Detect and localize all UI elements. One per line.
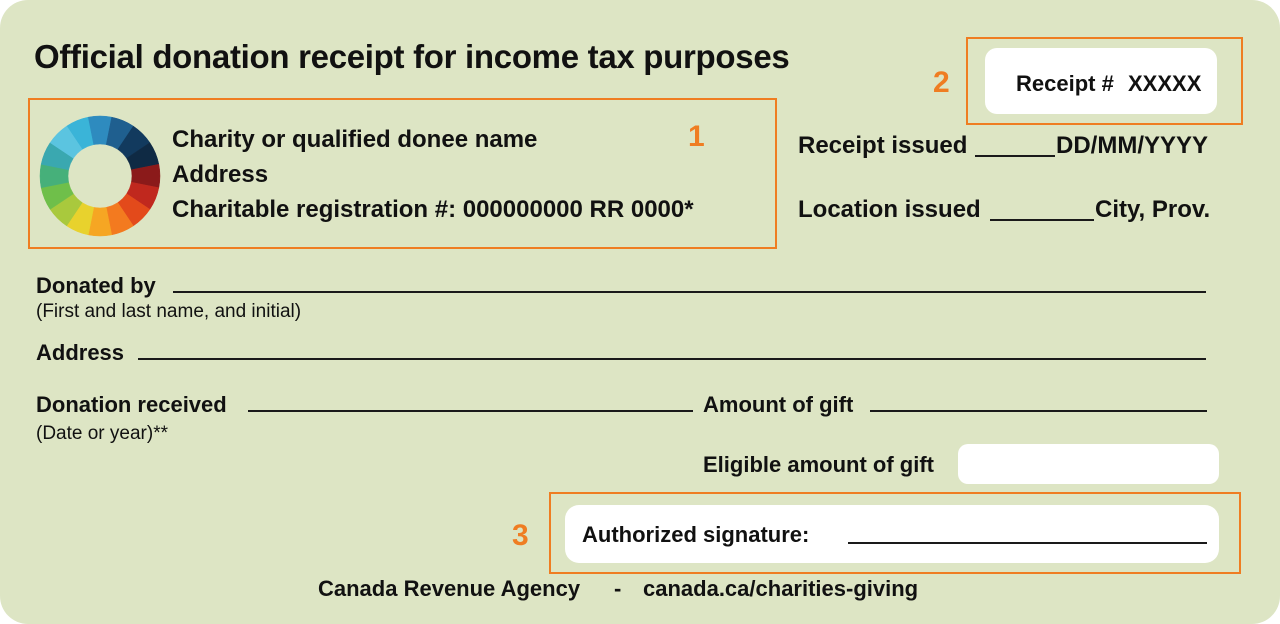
signature-label: Authorized signature: [582,522,810,547]
footer-separator: - [614,576,622,601]
highlight-marker-3: 3 [512,519,529,552]
donation-received-label: Donation received [36,392,227,417]
charity-logo-icon [38,114,162,238]
receipt-number-value: XXXXX [1128,71,1202,96]
receipt-issued-label: Receipt issued [798,132,968,159]
receipt-issued-line[interactable] [975,155,1055,157]
donated-by-line[interactable] [173,291,1206,293]
charity-registration: Charitable registration #: 000000000 RR 0000* [172,196,694,223]
donor-address-line[interactable] [138,358,1206,360]
location-issued-label: Location issued [798,196,981,223]
charity-name: Charity or qualified donee name [172,126,538,153]
signature-line[interactable] [848,542,1207,544]
eligible-amount-label: Eligible amount of gift [703,452,934,477]
amount-of-gift-line[interactable] [870,410,1207,412]
footer-url[interactable]: canada.ca/charities-giving [643,576,919,601]
receipt-title: Official donation receipt for income tax purposes [34,38,790,75]
highlight-marker-2: 2 [933,66,950,99]
donated-by-label: Donated by [36,273,156,298]
receipt-number-label: Receipt # [1016,71,1114,96]
amount-of-gift-label: Amount of gift [703,392,854,417]
footer-agency: Canada Revenue Agency [318,576,581,601]
location-issued-value: City, Prov. [1095,196,1211,223]
receipt-issued-value: DD/MM/YYYY [1056,132,1209,159]
charity-address: Address [172,161,269,188]
donated-by-hint: (First and last name, and initial) [36,301,302,322]
eligible-amount-field[interactable] [958,444,1219,484]
highlight-marker-1: 1 [688,120,705,153]
donation-received-hint: (Date or year)** [36,423,168,444]
donation-received-line[interactable] [248,410,693,412]
donor-address-label: Address [36,340,125,365]
location-issued-line[interactable] [990,219,1094,221]
